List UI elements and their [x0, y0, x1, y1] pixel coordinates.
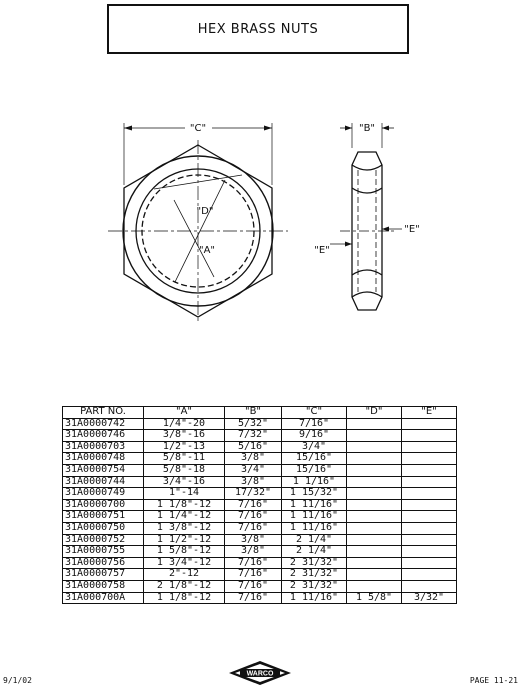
table-cell: 2 1/4"	[282, 534, 347, 546]
table-row	[63, 592, 457, 604]
table-cell: 7/16"	[225, 569, 282, 581]
page-title-text: HEX BRASS NUTS	[197, 21, 319, 37]
header-e: "E"	[402, 407, 457, 419]
table-cell: 31A0000748	[63, 453, 144, 465]
table-cell	[347, 557, 402, 569]
header-d: "D"	[347, 407, 402, 419]
table-row	[63, 557, 457, 569]
table-row	[63, 464, 457, 476]
table-row	[63, 430, 457, 442]
table-cell	[402, 418, 457, 430]
table-cell: 1 3/4"-12	[144, 557, 225, 569]
dim-d-label: "D"	[196, 206, 214, 217]
table-cell: 2 31/32"	[282, 569, 347, 581]
side-view-bulge-mid2	[352, 270, 382, 275]
dim-b-label: "B"	[358, 123, 376, 134]
table-row	[63, 569, 457, 581]
table-cell: 5/8"-11	[144, 453, 225, 465]
table-cell: 1 11/16"	[282, 499, 347, 511]
arrowhead	[264, 126, 272, 131]
header-c: "C"	[282, 407, 347, 419]
table-row	[63, 499, 457, 511]
table-cell: 1 11/16"	[282, 522, 347, 534]
table-cell: 1 1/16"	[282, 476, 347, 488]
table-cell: 7/16"	[225, 499, 282, 511]
table-cell: 1 5/8"	[347, 592, 402, 604]
table-cell: 9/16"	[282, 430, 347, 442]
table-cell: 3/4"	[282, 441, 347, 453]
table-cell	[347, 580, 402, 592]
arrowhead	[345, 242, 352, 247]
table-cell: 7/16"	[225, 592, 282, 604]
table-cell: 1 3/8"-12	[144, 522, 225, 534]
table-cell: 1 11/16"	[282, 511, 347, 523]
table-cell: 5/8"-18	[144, 464, 225, 476]
side-view-bulge-mid1	[352, 188, 382, 193]
table-cell: 7/16"	[225, 580, 282, 592]
table-cell: 31A0000742	[63, 418, 144, 430]
table-cell: 2 1/8"-12	[144, 580, 225, 592]
table-cell	[347, 441, 402, 453]
dim-e-left-label: "E"	[314, 245, 330, 256]
table-cell	[402, 534, 457, 546]
table-cell: 1 1/2"-12	[144, 534, 225, 546]
table-cell: 31A0000749	[63, 488, 144, 500]
table-cell: 1"-14	[144, 488, 225, 500]
table-cell: 1 11/16"	[282, 592, 347, 604]
table-row	[63, 546, 457, 558]
table-cell: 5/32"	[225, 418, 282, 430]
table-cell: 7/16"	[225, 511, 282, 523]
table-cell	[402, 453, 457, 465]
table-cell: 1 5/8"-12	[144, 546, 225, 558]
table-cell: 2 1/4"	[282, 546, 347, 558]
table-cell: 3/8"-16	[144, 430, 225, 442]
table-cell: 1/4"-20	[144, 418, 225, 430]
table-cell: 31A0000751	[63, 511, 144, 523]
table-cell: 31A0000758	[63, 580, 144, 592]
table-cell: 5/16"	[225, 441, 282, 453]
table-cell	[347, 522, 402, 534]
side-view-bulge-top	[352, 165, 382, 170]
table-body	[63, 418, 457, 604]
header-a: "A"	[144, 407, 225, 419]
table-cell: 31A0000744	[63, 476, 144, 488]
table-cell	[347, 453, 402, 465]
table-cell: 2"-12	[144, 569, 225, 581]
table-cell: 3/8"	[225, 453, 282, 465]
logo-text: WARCO	[246, 670, 274, 678]
arrowhead	[382, 126, 389, 131]
table-cell	[347, 511, 402, 523]
table-cell: 7/16"	[225, 522, 282, 534]
table-cell: 1 15/32"	[282, 488, 347, 500]
table-row	[63, 488, 457, 500]
arrowhead	[345, 126, 352, 131]
table-cell	[402, 499, 457, 511]
table-cell: 31A0000750	[63, 522, 144, 534]
header-part-no: PART NO.	[63, 407, 144, 419]
table-cell: 7/32"	[225, 430, 282, 442]
table-cell: 31A0000752	[63, 534, 144, 546]
table-cell	[402, 546, 457, 558]
table-cell	[402, 557, 457, 569]
table-cell: 1 1/8"-12	[144, 592, 225, 604]
warco-logo	[228, 660, 292, 686]
table-cell	[347, 534, 402, 546]
revision-date: 9/1/02	[3, 676, 32, 685]
table-cell: 1/2"-13	[144, 441, 225, 453]
table-cell: 31A0000757	[63, 569, 144, 581]
table-cell	[402, 476, 457, 488]
header-b: "B"	[225, 407, 282, 419]
table-row	[63, 534, 457, 546]
table-cell	[347, 499, 402, 511]
table-row	[63, 522, 457, 534]
table-cell: 1 1/4"-12	[144, 511, 225, 523]
table-row	[63, 476, 457, 488]
table-cell: 7/16"	[225, 557, 282, 569]
table-cell	[402, 569, 457, 581]
table-cell	[347, 488, 402, 500]
table-cell	[347, 464, 402, 476]
table-cell	[402, 522, 457, 534]
table-cell	[402, 430, 457, 442]
table-cell	[347, 569, 402, 581]
table-cell: 2 31/32"	[282, 580, 347, 592]
page-number: PAGE 11-21	[469, 676, 518, 685]
table-cell: 3/4"	[225, 464, 282, 476]
table-cell	[347, 546, 402, 558]
table-cell: 31A0000700	[63, 499, 144, 511]
table-cell: 31A0000746	[63, 430, 144, 442]
dim-a-label: "A"	[198, 245, 216, 256]
table-cell: 31A0000754	[63, 464, 144, 476]
table-row	[63, 580, 457, 592]
arrowhead	[124, 126, 132, 131]
table-cell: 1 1/8"-12	[144, 499, 225, 511]
table-cell: 15/16"	[282, 453, 347, 465]
table-row	[63, 418, 457, 430]
table-row	[63, 441, 457, 453]
table-cell	[402, 441, 457, 453]
table-cell: 3/8"	[225, 546, 282, 558]
table-cell: 3/8"	[225, 534, 282, 546]
table-cell	[347, 430, 402, 442]
table-cell: 31A0000703	[63, 441, 144, 453]
dim-c-label: "C"	[189, 123, 207, 134]
table-cell: 17/32"	[225, 488, 282, 500]
table-cell: 3/32"	[402, 592, 457, 604]
table-cell: 15/16"	[282, 464, 347, 476]
table-row	[63, 453, 457, 465]
table-cell: 7/16"	[282, 418, 347, 430]
table-cell: 2 31/32"	[282, 557, 347, 569]
table-cell	[402, 580, 457, 592]
table-cell: 3/4"-16	[144, 476, 225, 488]
table-cell	[347, 476, 402, 488]
table-cell	[402, 511, 457, 523]
table-cell: 31A0000756	[63, 557, 144, 569]
table-cell	[402, 488, 457, 500]
table-header-row	[63, 407, 457, 419]
side-view-bulge-bot	[352, 292, 382, 297]
table-row	[63, 511, 457, 523]
table-cell: 31A000700A	[63, 592, 144, 604]
parts-table	[62, 406, 457, 604]
table-cell	[347, 418, 402, 430]
table-cell: 3/8"	[225, 476, 282, 488]
table-cell	[402, 464, 457, 476]
table-cell: 31A0000755	[63, 546, 144, 558]
dim-e-right-label: "E"	[404, 224, 420, 235]
